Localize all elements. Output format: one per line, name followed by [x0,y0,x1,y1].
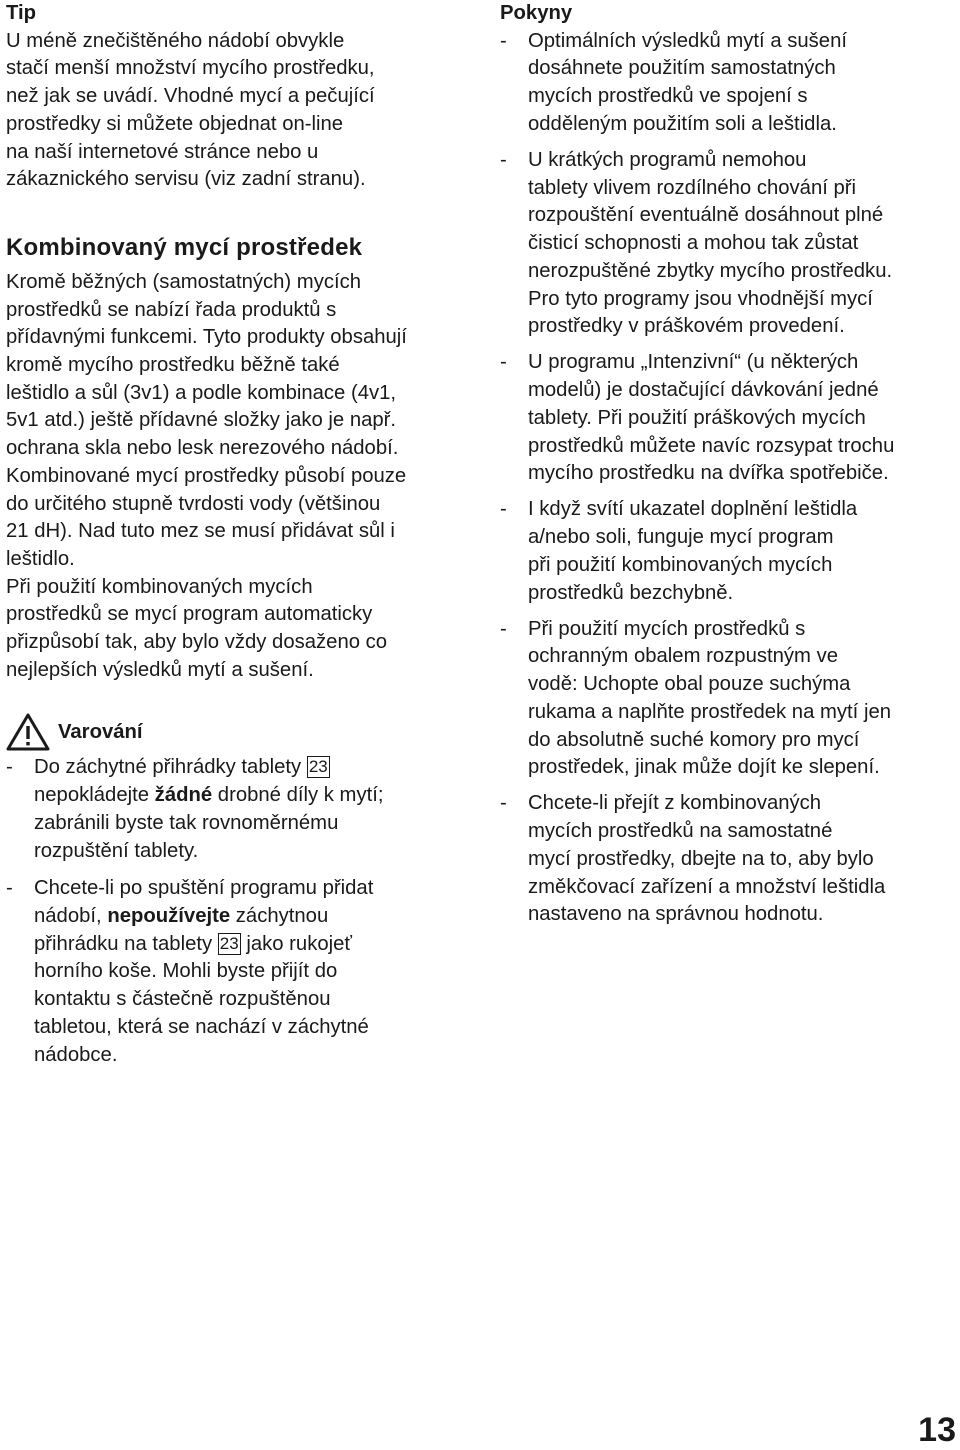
right-column [500,0,955,929]
notes-item [500,349,955,488]
warning-triangle-icon [6,713,50,751]
tip-line: U méně znečištěného nádobí obvykle [6,29,345,52]
notes-item [500,790,955,929]
part-reference-23: 23 [219,933,239,953]
notes-line: Při použití mycích prostředků s [528,617,806,640]
notes-line: do absolutně suché komory pro mycí [528,728,860,751]
tip-heading: Tip [6,2,37,24]
warning-heading-row [6,712,476,752]
notes-line: mycích prostředků ve spojení s [528,85,808,108]
section-line: Kromě běžných (samostatných) mycích [6,270,362,293]
section-line: nejlepších výsledků mytí a sušení. [6,658,314,681]
notes-line: I když svítí ukazatel doplnění leštidla [528,498,858,521]
combined-detergent-section [6,233,476,685]
notes-line: Pro tyto programy jsou vhodnější mycí [528,287,873,310]
notes-line: mycích prostředků na samostatné [528,820,833,843]
dash: - [6,756,13,779]
notes-line: prostředků bezchybně. [528,581,734,604]
section-line: prostředků se nabízí řada produktů s [6,298,337,321]
section-line: kromě mycího prostředku běžně také [6,354,340,377]
dash: - [500,617,507,640]
section-line: 21 dH). Nad tuto mez se musí přidávat sůl i [6,520,395,543]
warning-item: - Chcete-li po spuštění programu přidat nádobí, nepoužívejte záchytnou přihrádku na tablety 23 jako rukojeť horního koše. Mohli byste přijít do kontaktu s částečně rozpuštěnou tabletou, která se nachází v záchytné nádobce. [6,877,374,1066]
notes-line: U programu „Intenzivní“ (u některých [528,351,859,374]
notes-heading: Pokyny [500,2,573,24]
notes-line: prostředků můžete navíc rozsypat trochu [528,434,895,457]
notes-line: ochranným obalem rozpustným ve [528,645,838,668]
tip-line: zákaznického servisu (viz zadní stranu). [6,168,366,191]
notes-line: nastaveno na správnou hodnotu. [528,903,824,926]
section-line: leštidlo. [6,547,75,570]
notes-line: tablety vlivem rozdílného chování při [528,176,857,199]
dash: - [6,877,13,900]
notes-line: prostředky v práškovém provedení. [528,315,845,338]
tip-block [6,0,476,194]
warning-item: - Do záchytné přihrádky tablety 23 nepokládejte žádné drobné díly k mytí; zabránili byste tak rovnoměrnému rozpuštění tablety. [6,756,384,862]
section-line: přídavnými funkcemi. Tyto produkty obsahují [6,326,407,349]
notes-line: tablety. Při použití práškových mycích [528,406,866,429]
tip-line: prostředky si můžete objednat on-line [6,112,344,135]
section-line: Kombinované mycí prostředky působí pouze [6,464,407,487]
dash: - [500,29,507,52]
tip-line: stačí menší množství mycího prostředku, [6,57,375,80]
notes-line: dosáhnete použitím samostatných [528,57,836,80]
section-line: do určitého stupně tvrdosti vody (většinou [6,492,381,515]
notes-line: mycí prostředky, dbejte na to, aby bylo [528,847,874,870]
section-line: ochrana skla nebo lesk nerezového nádobí. [6,437,399,460]
notes-line: čisticí schopnosti a mohou tak zůstat [528,232,859,255]
notes-list [500,28,955,929]
section-line: leštidlo a sůl (3v1) a podle kombinace (4v1, [6,381,397,404]
section-heading: Kombinovaný mycí prostředek [6,233,363,261]
notes-line: nerozpuštěné zbytky mycího prostředku. [528,259,893,282]
notes-line: Chcete-li přejít z kombinovaných [528,792,822,815]
section-line: 5v1 atd.) ještě přídavné složky jako je např. [6,409,397,432]
page-number: 13 [918,1411,956,1449]
dash: - [500,149,507,172]
warning-heading: Varování [58,720,143,743]
notes-item [500,616,955,782]
dash: - [500,792,507,815]
notes-item [500,147,955,341]
section-line: přizpůsobí tak, aby bylo vždy dosaženo co [6,631,388,654]
section-line: Při použití kombinovaných mycích [6,575,313,598]
dash: - [500,351,507,374]
notes-line: a/nebo soli, funguje mycí program [528,526,834,549]
notes-line: při použití kombinovaných mycích [528,553,833,576]
notes-item [500,28,955,139]
notes-item [500,496,955,607]
warning-block [6,712,476,1069]
notes-line: odděleným použitím soli a leštidla. [528,112,837,135]
dash: - [500,498,507,521]
notes-line: změkčovací zařízení a množství leštidla [528,875,886,898]
part-reference-23: 23 [308,757,328,777]
notes-line: mycího prostředku na dvířka spotřebiče. [528,462,889,485]
notes-line: Optimálních výsledků mytí a sušení [528,29,847,52]
tip-line: na naší internetové stránce nebo u [6,140,319,163]
notes-line: rukama a naplňte prostředek na mytí jen [528,700,892,723]
section-line: prostředků se mycí program automaticky [6,603,373,626]
notes-line: modelů) je dostačující dávkování jedné [528,379,879,402]
tip-line: než jak se uvádí. Vhodné mycí a pečující [6,85,375,108]
notes-line: rozpouštění eventuálně dosáhnout plné [528,204,884,227]
notes-line: vodě: Uchopte obal pouze suchýma [528,673,851,696]
notes-line: prostředek, jinak může dojít ke slepení. [528,756,880,779]
left-column [6,0,476,1069]
notes-line: U krátkých programů nemohou [528,149,807,172]
